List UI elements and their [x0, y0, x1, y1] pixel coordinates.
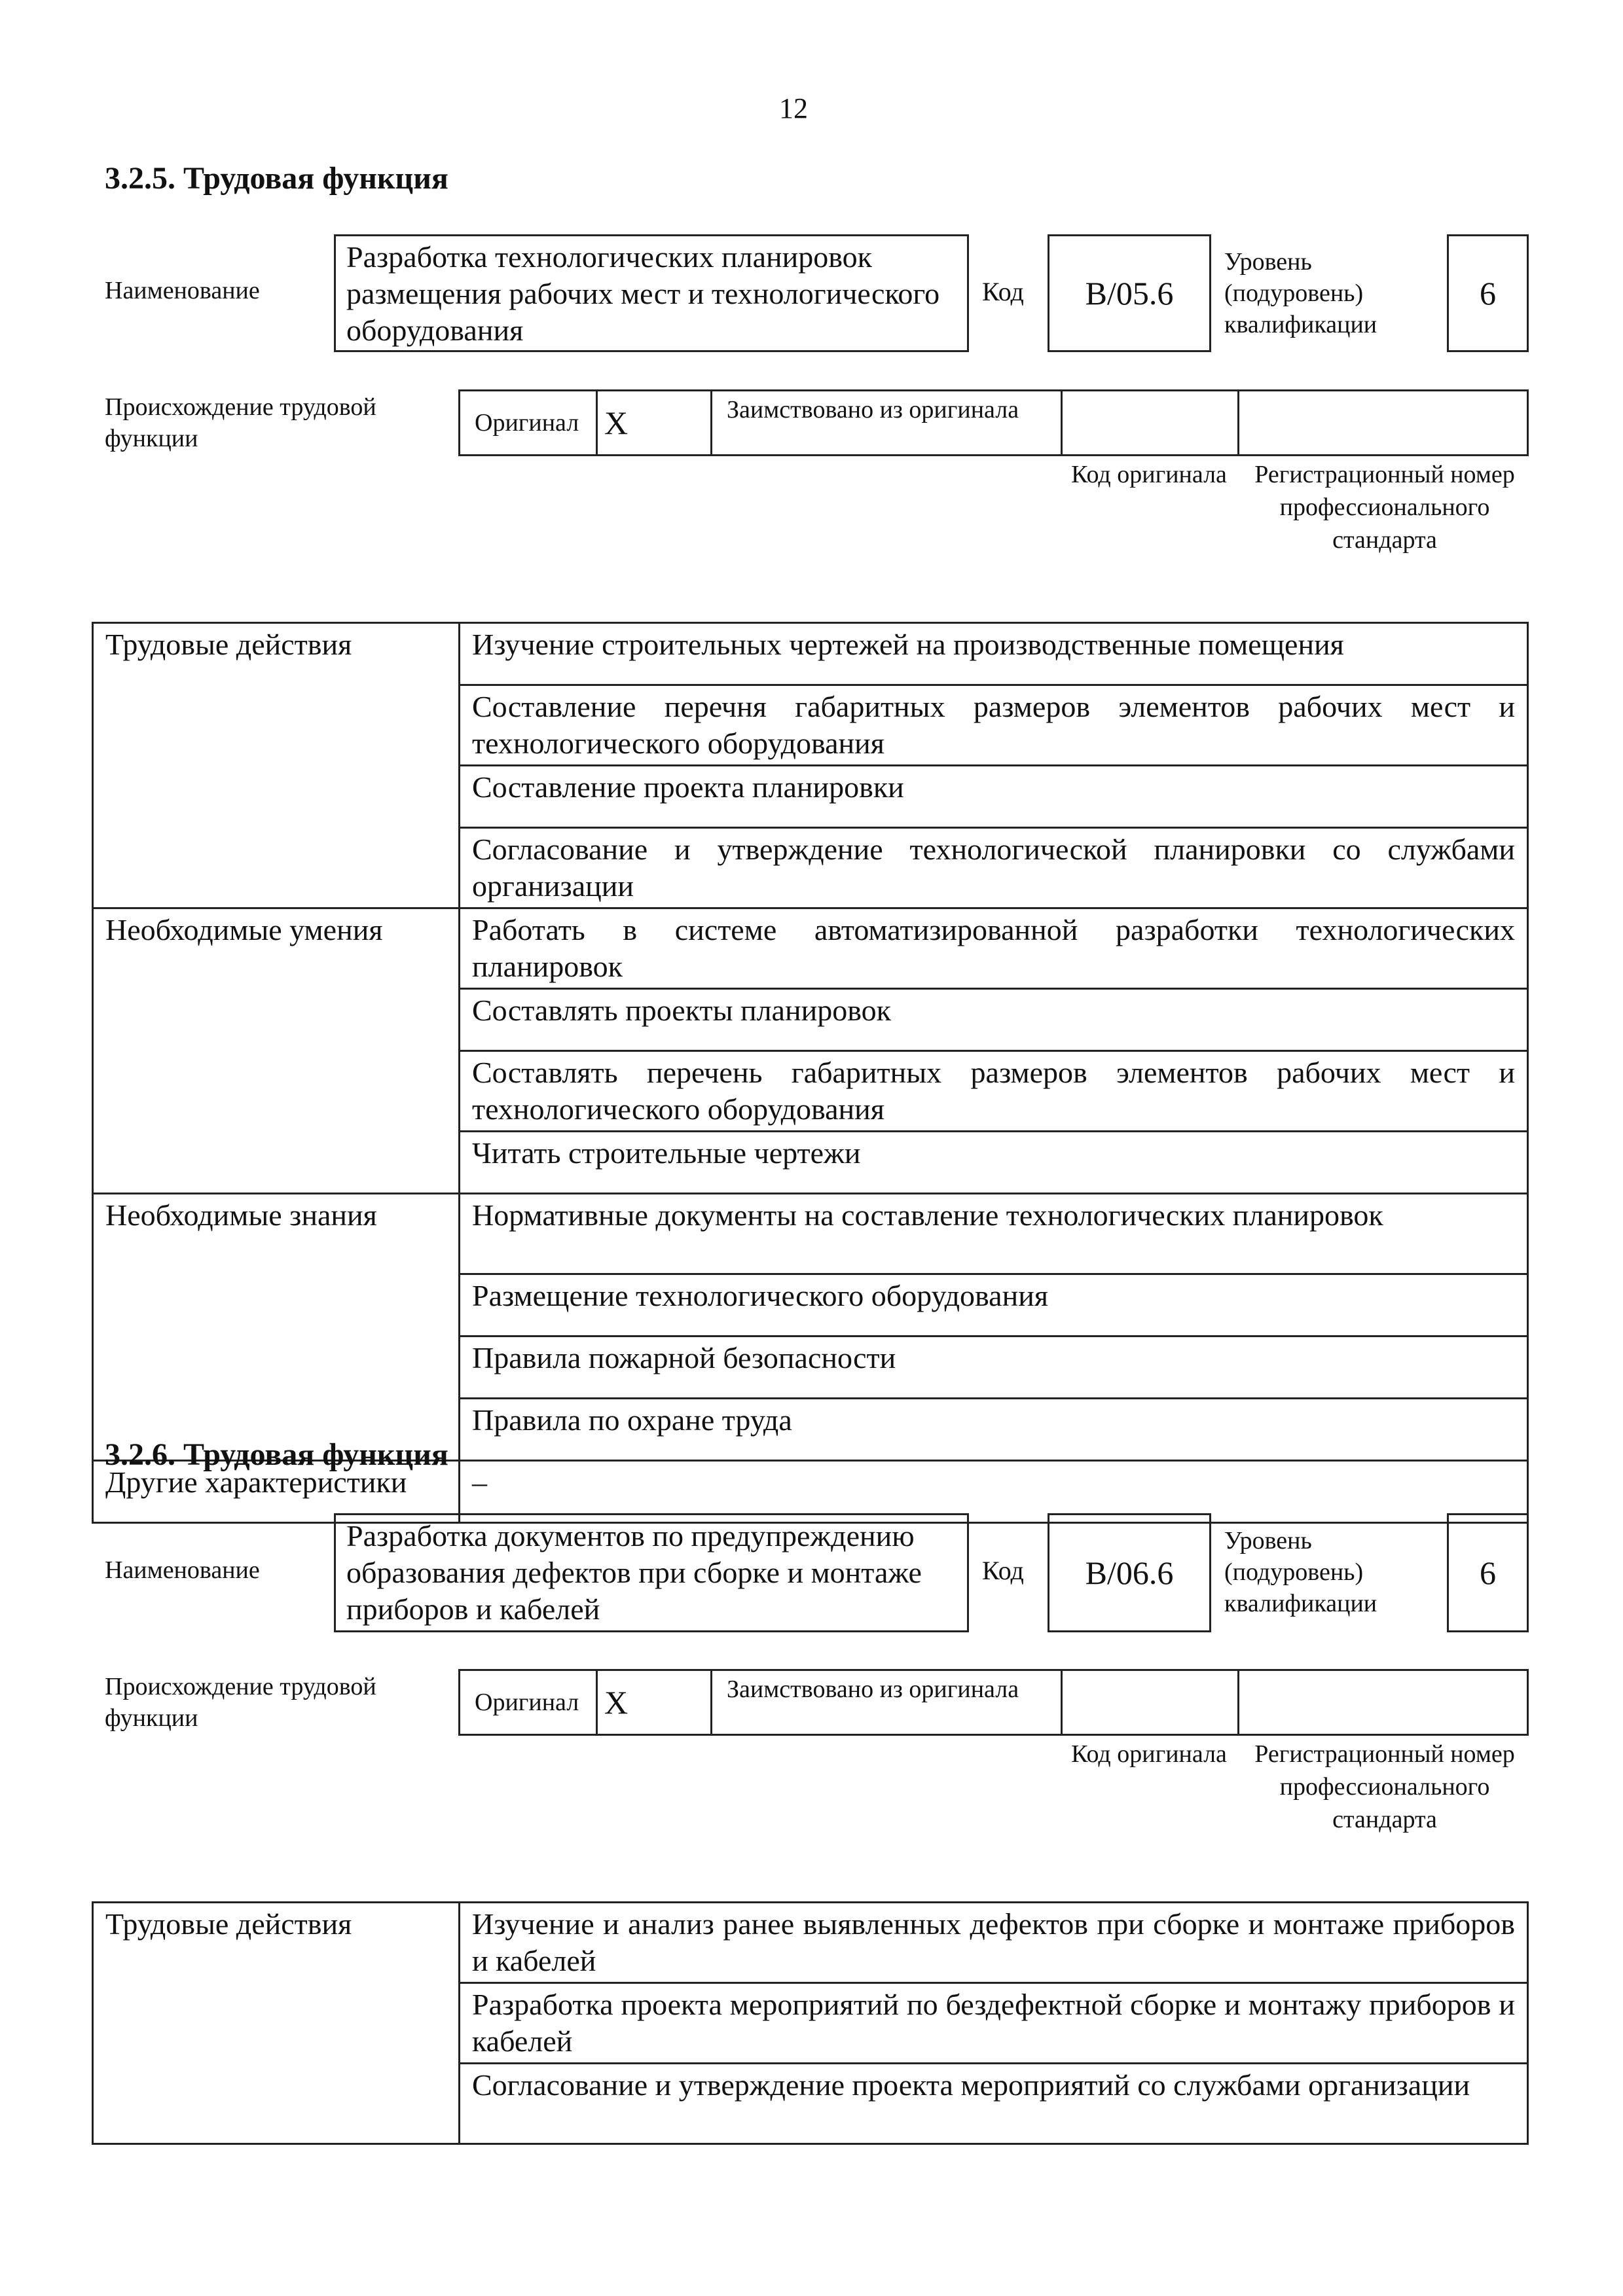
- table-row: [93, 1336, 1528, 1399]
- table-row: [93, 685, 1528, 766]
- category-cell: Трудовые действия: [93, 1903, 460, 1983]
- origin-label: Происхождение трудовой функции: [105, 1673, 376, 1732]
- item-cell: Составлять перечень габаритных размеров элементов рабочих мест и технологического оборудования: [460, 1051, 1528, 1132]
- category-cell: Необходимые умения: [93, 908, 460, 989]
- reg-number-caption: Регистрационный номер профессионального стандарта: [1254, 1740, 1515, 1833]
- function-details-table: [92, 1901, 1529, 2145]
- category-cell: Трудовые действия: [93, 623, 460, 685]
- original-code-caption: Код оригинала: [1071, 1740, 1227, 1768]
- level-label: Уровень (подуровень) квалификации: [1224, 1527, 1377, 1617]
- borrowed-label: Заимствовано из оригинала: [712, 391, 1063, 454]
- item-cell: Разработка проекта мероприятий по бездефектной сборке и монтажу приборов и кабелей: [460, 1983, 1528, 2064]
- original-mark: X: [598, 1671, 712, 1734]
- item-cell: Составлять проекты планировок: [460, 989, 1528, 1051]
- qualification-level: 6: [1480, 275, 1496, 312]
- table-row: [93, 1051, 1528, 1132]
- name-label: Наименование: [105, 277, 260, 304]
- reg-number-cell: [1239, 391, 1527, 454]
- table-row: [93, 1132, 1528, 1194]
- category-cell: [93, 828, 460, 908]
- function-code: В/05.6: [1085, 275, 1174, 312]
- item-cell: Читать строительные чертежи: [460, 1132, 1528, 1194]
- item-cell: Составление перечня габаритных размеров элементов рабочих мест и технологического оборудования: [460, 685, 1528, 766]
- table-row: [93, 1274, 1528, 1336]
- original-label: Оригинал: [460, 1671, 598, 1734]
- item-cell: Правила пожарной безопасности: [460, 1336, 1528, 1399]
- original-code-caption: Код оригинала: [1071, 461, 1227, 488]
- origin-row: [458, 389, 1529, 456]
- function-name-box: [334, 234, 969, 352]
- reg-number-caption: Регистрационный номер профессионального стандарта: [1254, 461, 1515, 554]
- item-cell: Согласование и утверждение проекта мероприятий со службами организации: [460, 2064, 1528, 2144]
- category-cell: [93, 1983, 460, 2064]
- table-row: [93, 1983, 1528, 2064]
- item-cell: –: [460, 1461, 1528, 1523]
- function-code: В/06.6: [1085, 1554, 1174, 1591]
- item-cell: Согласование и утверждение технологической планировки со службами организации: [460, 828, 1528, 908]
- item-cell: Изучение и анализ ранее выявленных дефектов при сборке и монтаже приборов и кабелей: [460, 1903, 1528, 1983]
- level-label: Уровень (подуровень) квалификации: [1224, 248, 1377, 338]
- table-row: [93, 1194, 1528, 1274]
- table-row: [93, 766, 1528, 828]
- qualification-level-box: [1447, 1513, 1529, 1632]
- table-row: [93, 908, 1528, 989]
- category-cell: [93, 1274, 460, 1336]
- category-cell: [93, 1336, 460, 1399]
- code-label: Код: [982, 277, 1024, 306]
- category-cell: [93, 2064, 460, 2144]
- category-cell: [93, 1051, 460, 1132]
- original-code-cell: [1063, 1671, 1239, 1734]
- code-label: Код: [982, 1556, 1024, 1585]
- origin-label: Происхождение трудовой функции: [105, 393, 376, 452]
- table-row: [93, 989, 1528, 1051]
- borrowed-label: Заимствовано из оригинала: [712, 1671, 1063, 1734]
- function-code-box: [1048, 1513, 1211, 1632]
- qualification-level: 6: [1480, 1554, 1496, 1591]
- origin-row: [458, 1669, 1529, 1736]
- function-name: Разработка технологических планировок размещения рабочих мест и технологического оборудования: [346, 240, 940, 347]
- category-cell: [93, 1132, 460, 1194]
- category-cell: [93, 685, 460, 766]
- original-mark: X: [598, 391, 712, 454]
- category-cell: [93, 989, 460, 1051]
- table-row: [93, 828, 1528, 908]
- name-label: Наименование: [105, 1556, 260, 1584]
- item-cell: Правила по охране труда: [460, 1399, 1528, 1461]
- item-cell: Нормативные документы на составление технологических планировок: [460, 1194, 1528, 1274]
- qualification-level-box: [1447, 234, 1529, 352]
- item-cell: Размещение технологического оборудования: [460, 1274, 1528, 1336]
- function-code-box: [1048, 234, 1211, 352]
- category-cell: Другие характеристики: [93, 1461, 460, 1523]
- category-cell: Необходимые знания: [93, 1194, 460, 1274]
- function-name-box: [334, 1513, 969, 1632]
- function-name: Разработка документов по предупреждению образования дефектов при сборке и монтаже приборов и кабелей: [346, 1519, 922, 1626]
- category-cell: [93, 766, 460, 828]
- table-row: [93, 623, 1528, 685]
- section-title: 3.2.5. Трудовая функция: [105, 161, 448, 196]
- function-details-table: [92, 622, 1529, 1524]
- page-number: 12: [779, 92, 808, 124]
- table-row: [93, 1903, 1528, 1983]
- item-cell: Составление проекта планировки: [460, 766, 1528, 828]
- original-code-cell: [1063, 391, 1239, 454]
- section-title: 3.2.6. Трудовая функция: [105, 1437, 448, 1472]
- reg-number-cell: [1239, 1671, 1527, 1734]
- item-cell: Изучение строительных чертежей на производственные помещения: [460, 623, 1528, 685]
- item-cell: Работать в системе автоматизированной разработки технологических планировок: [460, 908, 1528, 989]
- table-row: [93, 2064, 1528, 2144]
- original-label: Оригинал: [460, 391, 598, 454]
